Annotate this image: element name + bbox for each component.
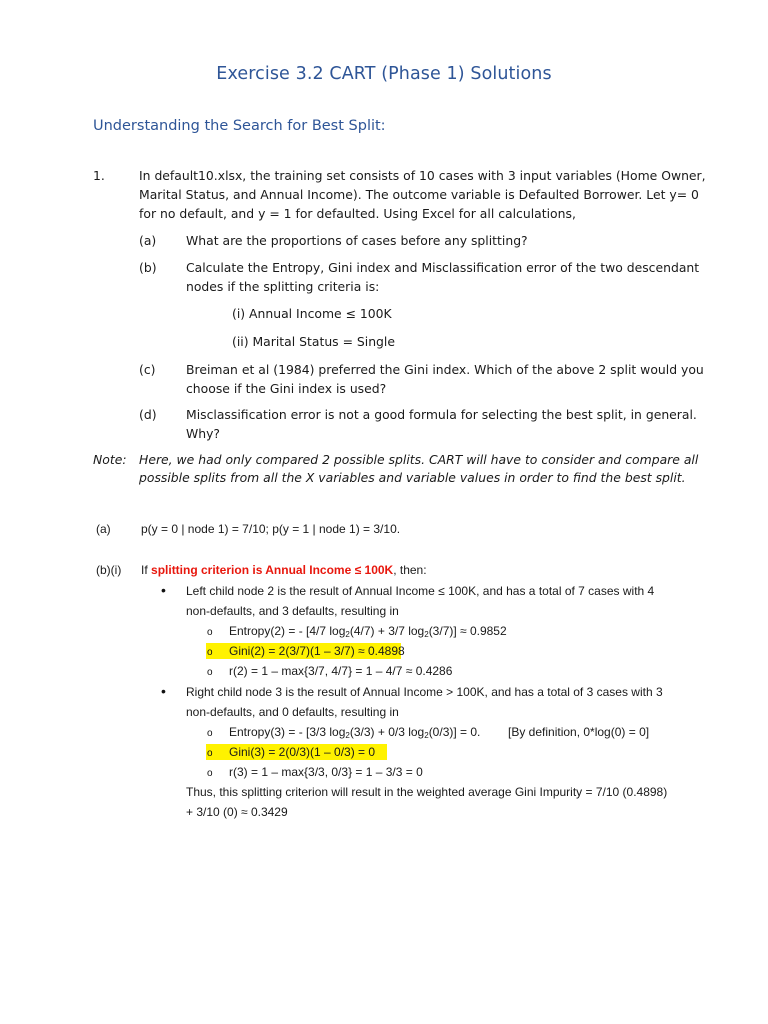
note-line: possible splits from all the X variables and variable values in order to find the best split.: [139, 470, 686, 485]
section-heading: Understanding the Search for Best Split:: [93, 118, 386, 134]
conclusion-line: Thus, this splitting criterion will result in the weighted average Gini Impurity = 7/10 (0.4898): [186, 785, 668, 799]
sub-bullet-icon: o: [207, 647, 213, 658]
solution-label-bi: (b)(i): [96, 563, 122, 577]
right-node-line: non-defaults, and 0 defaults, resulting in: [186, 705, 399, 719]
question-line: for no default, and y = 1 for defaulted. Using Excel for all calculations,: [139, 206, 576, 221]
sub-bullet-icon: o: [207, 728, 213, 739]
question-number: 1.: [93, 168, 105, 183]
question-line: Marital Status, and Annual Income). The outcome variable is Defaulted Borrower. Let y= 0: [139, 187, 699, 202]
if-word: If: [141, 563, 148, 577]
split-criterion-2: (ii) Marital Status = Single: [232, 334, 395, 349]
note-line: Here, we had only compared 2 possible splits. CART will have to consider and compare all: [139, 452, 699, 467]
part-text-c: choose if the Gini index is used?: [186, 381, 387, 396]
left-node-line: non-defaults, and 3 defaults, resulting in: [186, 604, 399, 618]
left-node-line: Left child node 2 is the result of Annual Income ≤ 100K, and has a total of 7 cases with 4: [186, 584, 655, 598]
part-text-c: Breiman et al (1984) preferred the Gini index. Which of the above 2 split would you: [186, 362, 704, 377]
part-label-b: (b): [139, 260, 157, 275]
part-label-a: (a): [139, 233, 157, 248]
bullet-icon: •: [161, 582, 166, 598]
page-title: Exercise 3.2 CART (Phase 1) Solutions: [216, 64, 552, 84]
part-text-d: Why?: [186, 426, 221, 441]
left-gini: Gini(2) = 2(3/7)(1 – 3/7) ≈ 0.4898: [229, 644, 405, 658]
note-label: Note:: [93, 452, 127, 467]
solution-label-a: (a): [96, 522, 111, 536]
bullet-icon: •: [161, 683, 166, 699]
part-text-d: Misclassification error is not a good formula for selecting the best split, in general.: [186, 407, 697, 422]
split-criterion-1: (i) Annual Income ≤ 100K: [232, 306, 392, 321]
part-label-d: (d): [139, 407, 157, 422]
right-misclassification: r(3) = 1 – max{3/3, 0/3} = 1 – 3/3 = 0: [229, 765, 423, 779]
part-text-b: nodes if the splitting criteria is:: [186, 279, 380, 294]
part-label-c: (c): [139, 362, 156, 377]
right-gini: Gini(3) = 2(0/3)(1 – 0/3) = 0: [229, 745, 376, 759]
criterion-highlight: splitting criterion is Annual Income ≤ 100K: [151, 563, 394, 577]
right-entropy: Entropy(3) = - [3/3 $\log_2(3/3) + 0/3$ $\log_2(0/3)] = 0$.: [229, 725, 481, 740]
right-node-line: Right child node 3 is the result of Annual Income > 100K, and has a total of 3 cases with 3: [186, 685, 663, 699]
sub-bullet-icon: o: [207, 627, 213, 638]
definition-note: [By definition, 0*log(0) = 0]: [508, 725, 650, 739]
sub-bullet-icon: o: [207, 748, 213, 759]
solution-text-a: p(y = 0 | node 1) = 7/10; p(y = 1 | node 1) = 3/10.: [141, 522, 401, 536]
solution-criterion-line: [141, 563, 427, 577]
left-misclassification: r(2) = 1 – max{3/7, 4/7} = 1 – 4/7 ≈ 0.4286: [229, 664, 453, 678]
then-word: , then:: [393, 563, 427, 577]
left-entropy: Entropy(2) = - [4/7 $\log_2(4/7) + 3/7$ $\log_2(3/7)] \approx 0.9852$: [229, 624, 507, 639]
conclusion-line: + 3/10 (0) ≈ 0.3429: [186, 805, 288, 819]
sub-bullet-icon: o: [207, 667, 213, 678]
part-text-b: Calculate the Entropy, Gini index and Misclassification error of the two descendant: [186, 260, 700, 275]
sub-bullet-icon: o: [207, 768, 213, 779]
part-text-a: What are the proportions of cases before any splitting?: [186, 233, 528, 248]
question-line: In default10.xlsx, the training set consists of 10 cases with 3 input variables (Home Owner,: [139, 168, 706, 183]
